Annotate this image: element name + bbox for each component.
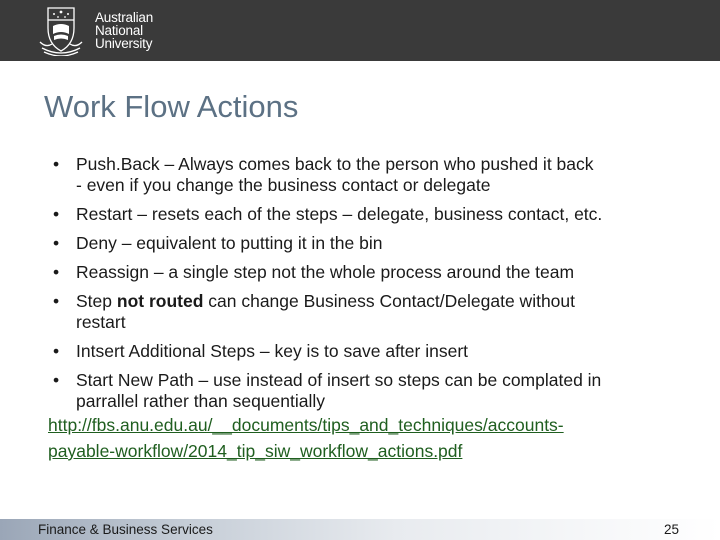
bullet-text-pre: Step [76, 291, 117, 311]
bullet-icon: • [53, 154, 60, 174]
bullet-text: Push.Back – Always comes back to the person who pushed it back [76, 154, 594, 174]
logo-line-2: National [95, 23, 143, 38]
slide-body [49, 154, 699, 464]
bullet-text: Restart – resets each of the steps – delegate, business contact, etc. [76, 204, 603, 224]
bullet-text: Start New Path – use instead of insert so steps can be complated in [76, 370, 602, 390]
slide-title: Work Flow Actions [44, 89, 299, 124]
bullet-item-step-not-routed [49, 291, 699, 333]
bullet-text-continued: parrallel rather than sequentially [76, 391, 326, 411]
bullet-icon: • [53, 341, 60, 361]
bullet-text-continued: restart [76, 312, 126, 332]
bullet-icon: • [53, 370, 60, 390]
bullet-item-restart [49, 204, 699, 225]
bullet-icon: • [53, 204, 60, 224]
slide-header [0, 0, 720, 61]
bullet-item-pushback [49, 154, 699, 196]
reference-link-line-2: payable-workflow/2014_tip_siw_workflow_actions.pdf [48, 441, 463, 461]
bullet-list [49, 154, 699, 412]
anu-logo [36, 4, 166, 56]
bullet-icon: • [53, 233, 60, 253]
bullet-text-bold: not routed [116, 291, 204, 311]
bullet-text-continued: - even if you change the business contact or delegate [76, 175, 491, 195]
logo-line-3: University [95, 36, 153, 51]
reference-link-line-1: http://fbs.anu.edu.au/__documents/tips_and_techniques/accounts- [48, 415, 564, 435]
bullet-icon: • [53, 291, 60, 311]
bullet-text: Deny – equivalent to putting it in the bin [76, 233, 383, 253]
bullet-text: Reassign – a single step not the whole process around the team [76, 262, 575, 282]
bullet-item-new-path [49, 370, 699, 412]
reference-link[interactable] [48, 412, 699, 464]
bullet-icon: • [53, 262, 60, 282]
bullet-item-insert-steps [49, 341, 699, 362]
logo-line-1: Australian [95, 10, 154, 25]
bullet-text-post: can change Business Contact/Delegate without [203, 291, 576, 311]
footer-department: Finance & Business Services [38, 522, 213, 537]
bullet-item-reassign [49, 262, 699, 283]
page-number: 25 [663, 522, 679, 537]
bullet-item-deny [49, 233, 699, 254]
bullet-text: Intsert Additional Steps – key is to save after insert [76, 341, 469, 361]
slide-footer [0, 519, 720, 540]
anu-crest-icon [36, 4, 86, 56]
logo-wordmark [95, 11, 153, 50]
